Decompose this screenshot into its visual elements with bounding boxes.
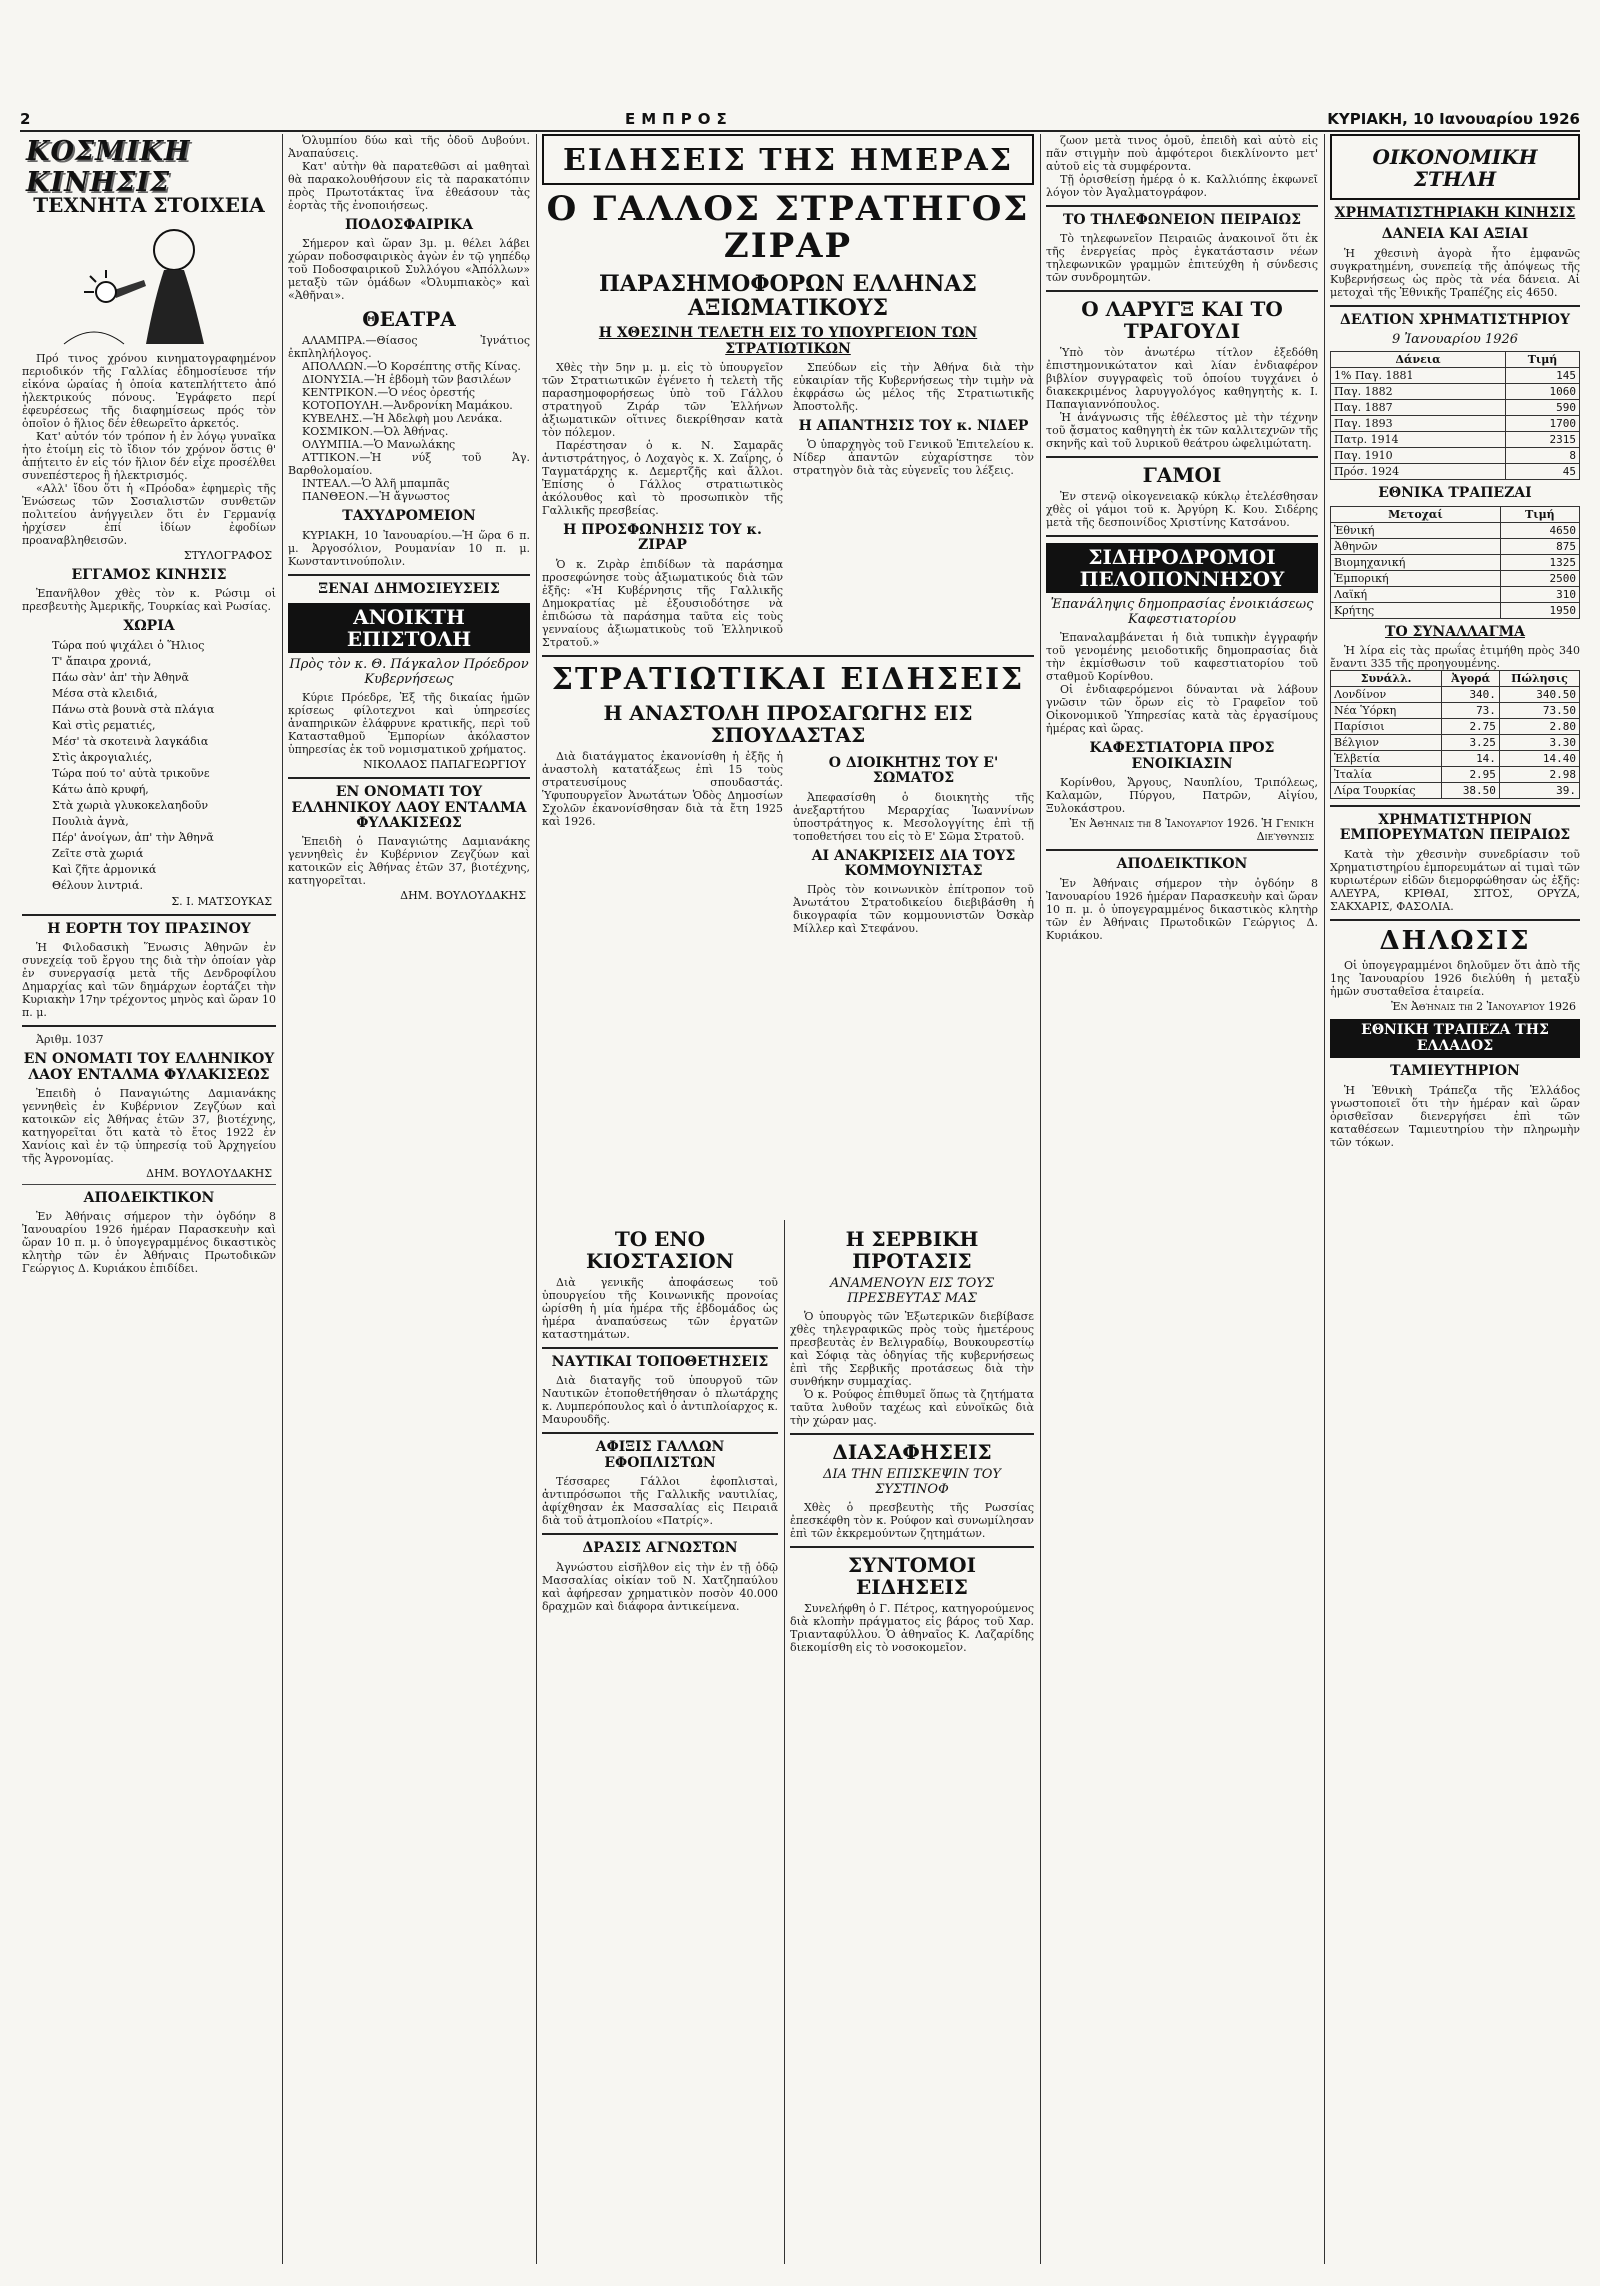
paragraph: Οἱ ἐνδιαφερόμενοι δύνανται νὰ λάβουν γνῶσιν τῶν ὅρων εἰς τὸ Γραφεῖον τοῦ Οἰκονομικοῦ Ὑπηρεσίας κατὰ τὰς ἐργασίμους ἡμέρας καὶ ὥρας.	[1046, 683, 1318, 736]
cell: 2315	[1506, 432, 1580, 448]
table-header: Πώλησις	[1499, 670, 1579, 686]
column-3-lower	[542, 1222, 778, 2262]
table-row	[1331, 368, 1580, 384]
poem	[22, 639, 276, 893]
paragraph: Κύριε Πρόεδρε, Ἐξ τῆς δικαίας ἡμῶν κρίσεως φίλοτεχνοι καὶ ὑπηρεσίες ἀναπηρικῶν ἐλάφρυνε κρατικῆς, περὶ τοῦ Κατασταθμοῦ Ἐμπορίων ἀκόλαστον ὑπηρεσίας ἐκ τοῦ νομισματικοῦ χρήματος.	[288, 691, 530, 757]
column-rule	[282, 134, 283, 2264]
poem-line: Πάνω στὰ βουνὰ στὰ πλάγια	[52, 702, 215, 716]
signature: Ἐν Ἀθήναις τῇ 2 Ἰανουαρίου 1926	[1391, 1000, 1576, 1014]
theatre-entry: ΚΟΣΜΙΚΟΝ.—Ὀλ Ἀθήνας.	[302, 425, 449, 439]
table-row	[1331, 432, 1580, 448]
headline: ΔΗΛΩΣΙΣ	[1379, 925, 1531, 956]
theatre-entry: ΟΛΥΜΠΙΑ.—Ὁ Μανωλάκης	[302, 438, 456, 452]
paragraph: Οἱ ὑπογεγραμμένοι δηλοῦμεν ὅτι ἀπὸ τῆς 1ης Ἰανουαρίου 1926 διελύθη ἡ μεταξὺ ἡμῶν συσταθεῖσα ἑταιρεία.	[1330, 959, 1580, 999]
divider	[1046, 535, 1318, 537]
cell: 14.40	[1499, 750, 1579, 766]
headline: ΝΑΥΤΙΚΑΙ ΤΟΠΟΘΕΤΗΣΕΙΣ	[551, 1354, 769, 1370]
table-row	[1331, 554, 1580, 570]
subheadline: Πρὸς τὸν κ. Θ. Πάγκαλον Πρόεδρον Κυβερνήσεως	[289, 657, 529, 688]
headline: ΕΝ ΟΝΟΜΑΤΙ ΤΟΥ ΕΛΛΗΝΙΚΟΥ ΛΑΟΥ ΕΝΤΑΛΜΑ ΦΥΛΑΚΙΣΕΩΣ	[291, 784, 527, 831]
headline: ΚΑΦΕΣΤΙΑΤΟΡΙΑ ΠΡΟΣ ΕΝΟΙΚΙΑΣΙΝ	[1089, 740, 1275, 772]
cell: 2.80	[1499, 718, 1579, 734]
lady-with-lamp-illustration	[54, 220, 244, 348]
headline: Ο ΔΙΟΙΚΗΤΗΣ ΤΟΥ Ε' ΣΩΜΑΤΟΣ	[828, 754, 999, 787]
paragraph: Ὁ ὑπαρχηγὸς τοῦ Γενικοῦ Ἐπιτελείου κ. Νίδερ ἀπαντῶν εὐχαρίστησε τὸν στρατηγὸν διὰ τὰς εὐγενεῖς του λέξεις.	[793, 438, 1034, 478]
headline: ΤΟ ΣΥΝΑΛΛΑΓΜΑ	[1385, 623, 1525, 640]
cell: 73.50	[1499, 702, 1579, 718]
headline: ΣΥΝΤΟΜΟΙ ΕΙΔΗΣΕΙΣ	[848, 1553, 976, 1599]
table-row	[1331, 686, 1580, 702]
column-rule	[1324, 134, 1325, 2264]
theatre-list	[288, 334, 530, 503]
column-rule	[1040, 134, 1041, 2264]
paragraph: Κορίνθου, Ἄργους, Ναυπλίου, Τριπόλεως, Καλαμῶν, Πύργου, Πατρῶν, Αἰγίου, Ξυλοκάστρου.	[1046, 776, 1318, 816]
theatre-entry: ΙΝΤΕΑΛ.—Ὁ Ἀλῆ μπαμπᾶς	[302, 477, 450, 491]
news-of-the-day	[542, 134, 1034, 1214]
paragraph: Ἀγνώστου εἰσῆλθον εἰς τὴν ἐν τῇ ὁδῷ Μασσαλίας οἰκίαν τοῦ Ν. Χατζηπαύλου καὶ ἀφήρεσαν χρηματικὸν ποσὸν 40.000 δραχμῶν καὶ διάφορα ἀντικείμενα.	[542, 1560, 778, 1613]
paragraph: Ὁ κ. Ζιρὰρ ἐπιδίδων τὰ παράσημα προσεφώνησε τοὺς ἀξιωματικούς διὰ τῶν ἑξῆς: «Ἡ Κυβέρνησις τῆς Γαλλικῆς Δημοκρατίας μὲ ἐξουσιοδότησε νὰ ἐπιδώσω τὰ παράσημα ταῦτα εἰς τοὺς γενναίους ἀξιωματικοὺς τοῦ Ἑλληνικοῦ Στρατοῦ.»	[542, 557, 783, 649]
cell: 1060	[1506, 384, 1580, 400]
divider	[288, 777, 530, 779]
poem-line: Καὶ στὶς ρεματιές,	[52, 718, 156, 732]
headline: ΔΡΑΣΙΣ ΑΓΝΩΣΤΩΝ	[582, 1540, 738, 1557]
headline: ΕΓΓΑΜΟΣ ΚΙΝΗΣΙΣ	[71, 567, 227, 583]
paragraph: Πρό τινος χρόνου κινηματογραφημένον περιοδικόν τῆς Γαλλίας ἐδημοσίευσε τήν εἰκόνα ὡραίας ἡ ὁποία κατεπλήττετο ἀπό ἠλεκτρικούς πόνους. Ἐγράφετο περί ἐφευρέσεως τῆς διαφημίσεως πρός τὸν ὁποῖον ὁ ἥλιος δέν ἐθεωρεῖτο ἀρκετός.	[22, 352, 276, 430]
headline: ΑΦΙΞΙΣ ΓΑΛΛΩΝ ΕΦΟΠΛΙΣΤΩΝ	[595, 1439, 725, 1471]
table-row	[1331, 734, 1580, 750]
cell: Ἐθνική	[1331, 522, 1501, 538]
cell: 310	[1500, 586, 1579, 602]
text-column	[542, 361, 783, 649]
cell: 45	[1506, 464, 1580, 480]
section-banner	[1330, 134, 1580, 200]
section-title: ΚΟΣΜΙΚΗ ΚΙΝΗΣΙΣ	[26, 136, 191, 198]
cell: Λίρα Τουρκίας	[1331, 782, 1442, 798]
paper-name: ΕΜΠΡΟΣ	[625, 110, 733, 128]
headline: ΧΡΗΜΑΤΙΣΤΗΡΙΟΝ ΕΜΠΟΡΕΥΜΑΤΩΝ ΠΕΙΡΑΙΩΣ	[1339, 811, 1571, 844]
cell: 340.50	[1499, 686, 1579, 702]
divider	[1046, 456, 1318, 458]
table-header: Μετοχαί	[1331, 506, 1501, 522]
cell: 2500	[1500, 570, 1579, 586]
headline: ΤΟ ΕΝΟ ΚΙΟΣΤΑΣΙΟΝ	[586, 1227, 734, 1273]
cell: 3.30	[1499, 734, 1579, 750]
theatre-entry: ΑΤΤΙΚΟΝ.—Ἡ νύξ τοῦ Ἁγ. Βαρθολομαίου.	[288, 451, 530, 478]
cell: Παγ. 1887	[1331, 400, 1506, 416]
paragraph: ζωον μετὰ τινος ὁμοῦ, ἐπειδὴ καὶ αὐτὸ εἰς πᾶν στιγμὴν ποὺ ἀμφότεροι διεκλίνοντο μετ' αὐτοῦ εἰς τὰ συμφέροντα.	[1046, 134, 1318, 173]
paragraph: Διὰ διατάγματος ἐκανονίσθη ἡ ἐξῆς ἡ ἀναστολὴ κατατάξεως ἐπὶ 15 τοὺς στρατευσίμους σπουδαστάς. Ὑφυπουργεῖον Ἀνωτάτων Ὁδὸς Δημοσίων Σχολῶν ἐκανονίσθησαν διὰ τὰ ἔτη 1925 καὶ 1926.	[542, 749, 783, 828]
poem-line: Μέσ' τὰ σκοτεινὰ λαγκάδια	[52, 734, 209, 748]
poem-line: Στὰ χωριὰ γλυκοκελαηδοῦν	[52, 798, 209, 812]
masthead	[20, 108, 1580, 132]
paragraph: Ἐπειδὴ ὁ Παναγιώτης Δαμιανάκης γεννηθεὶς ἐν Κυβέρνιον Ζεγζύων καὶ κατοικῶν εἰς Ἀθήνας ἐτῶν 37, βιοτέχνης, κατηγορεῖται.	[288, 835, 530, 888]
cell: 8	[1506, 448, 1580, 464]
table-header: Τιμή	[1506, 352, 1580, 368]
table-row	[1331, 464, 1580, 480]
column-2	[288, 134, 530, 2264]
cell: 3.25	[1442, 734, 1500, 750]
table-row	[1331, 570, 1580, 586]
headline: ΤΑΧΥΔΡΟΜΕΙΟΝ	[342, 508, 476, 525]
headline: ΧΩΡΙΑ	[123, 618, 175, 635]
paragraph: Ὑπὸ τὸν ἀνωτέρω τίτλον ἐξεδόθη ἐπιστημονικώτατον καὶ λίαν ἐνδιαφέρον βιβλίον συγγραφεὶς τοῦ ὁποίου τυγχάνει ὁ διακεκριμένος λαρυγγολόγος καθηγητὴς κ. Ι. Παπαγιαννόπουλος.	[1046, 346, 1318, 412]
paragraph: Χθὲς ὁ πρεσβευτὴς τῆς Ρωσσίας ἐπεσκέφθη τὸν κ. Ρούφον καὶ συνωμίλησαν ἐπὶ τῶν ἐκκρεμούντων ζητημάτων.	[790, 1501, 1034, 1540]
paragraph: Πρὸς τὸν κοινωνικὸν ἐπίτροπον τοῦ Ἀνωτάτου Στρατοδικείου διεβιβάσθη ἡ δικογραφία τῶν κομμουνιστῶν Ὀσκὰρ Μίλλερ καὶ Στεφάνου.	[793, 883, 1034, 936]
paragraph: Κατ' αὐτὴν θὰ παρατεθῶσι αἱ μαθηταὶ θὰ παρακολουθήσουν εἰς τὰ παρακατόπιν πρὸς Πρωτοτάκτας ἵνα ἐθεάσουν τὰς ἑορτὰς τῆς ἐνοποιήσεως.	[288, 160, 530, 212]
cell: Πατρ. 1914	[1331, 432, 1506, 448]
cell: 1325	[1500, 554, 1579, 570]
table-row	[1331, 750, 1580, 766]
divider	[790, 1433, 1034, 1435]
section-logo	[22, 134, 276, 198]
two-column-text	[542, 361, 1034, 649]
subheadline: ΔΙΑ ΤΗΝ ΕΠΙΣΚΕΨΙΝ ΤΟΥ ΣΥΣΤΙΝΟΦ	[823, 1467, 1001, 1497]
table-header-row	[1331, 506, 1580, 522]
paragraph: ΚΥΡΙΑΚΗ, 10 Ἰανουαρίου.—Ἡ ὥρα 6 π. μ. Ἀργοσόλιον, Ρουμανίαν 10 π. μ. Κωνσταντινούπολιν.	[288, 528, 530, 568]
headline: ΣΤΡΑΤΙΩΤΙΚΑΙ ΕΙΔΗΣΕΙΣ	[551, 661, 1025, 697]
paragraph: Διὰ διαταγῆς τοῦ ὑπουργοῦ τῶν Ναυτικῶν ἐτοποθετήθησαν ὁ πλωτάρχης κ. Λυμπερόπουλος καὶ ὁ ἀντιπλοίαρχος κ. Μαυρουδῆς.	[542, 1374, 778, 1427]
theatre-entry: ΑΛΑΜΠΡΑ.—Θίασος Ἰγνάτιος ἐκπληλήλογος.	[288, 334, 530, 361]
column-6-economics	[1330, 134, 1580, 2264]
cell: 2.95	[1442, 766, 1500, 782]
notice-number: Ἀριθμ. 1037	[36, 1033, 104, 1047]
cell: Νέα Ὑόρκη	[1331, 702, 1442, 718]
cell: Βιομηχανική	[1331, 554, 1501, 570]
headline: Ο ΛΑΡΥΓΞ ΚΑΙ ΤΟ ΤΡΑΓΟΥΔΙ	[1081, 297, 1283, 344]
table-header: Συνάλλ.	[1331, 670, 1442, 686]
headline: ΧΡΗΜΑΤΙΣΤΗΡΙΑΚΗ ΚΙΝΗΣΙΣ	[1334, 205, 1576, 221]
page-number: 2	[20, 110, 31, 128]
poem-line: Πουλιὰ ἀγνὰ,	[52, 814, 129, 828]
headline: ΔΑΝΕΙΑ ΚΑΙ ΑΞΙΑΙ	[1381, 226, 1529, 243]
headline: ΣΙΔΗΡΟΔΡΟΜΟΙ ΠΕΛΟΠΟΝΝΗΣΟΥ	[1046, 543, 1318, 593]
paragraph: Ὁλυμπίου δύω καὶ τῆς ὁδοῦ Δυβούνι. Ἀναπαύσεις.	[288, 134, 530, 160]
cell: Βέλγιον	[1331, 734, 1442, 750]
headline: Η ΣΕΡΒΙΚΗ ΠΡΟΤΑΣΙΣ	[845, 1227, 979, 1273]
cell: 39.	[1499, 782, 1579, 798]
subheadline: ΑΝΑΜΕΝΟΥΝ ΕΙΣ ΤΟΥΣ ΠΡΕΣΒΕΥΤΑΣ ΜΑΣ	[829, 1276, 995, 1306]
paragraph: Παρέστησαν ὁ κ. Ν. Σαμαρᾶς ἀντιστράτηγος, ὁ Λοχαγὸς κ. Χ. Ζαΐρης, ὁ Ταγματάρχης κ. Δεμερτζῆς καὶ ἄλλοι. Ἐπίσης ὁ Γάλλος στρατιωτικὸς ἀκόλουθος καὶ τὸ προσωπικὸν τῆς Γαλλικῆς πρεσβείας.	[542, 438, 783, 517]
poem-line: Τώρα πού το' αὐτὰ τρικοῦνε	[52, 766, 210, 780]
paragraph: Διὰ γενικῆς ἀποφάσεως τοῦ ὑπουργείου τῆς Κοινωνικῆς προνοίας ὡρίσθη ἡ μία ἡμέρα τῆς ἑβδομάδος ὡς ἡμέρα ἀναπαύσεως τῶν ἐργατῶν καταστημάτων.	[542, 1276, 778, 1341]
poem-line: Ζεῖτε στὰ χωριά	[52, 846, 144, 860]
cell: Πρόσ. 1924	[1331, 464, 1506, 480]
cell: 1700	[1506, 416, 1580, 432]
divider	[1330, 805, 1580, 807]
divider	[790, 1546, 1034, 1548]
theatre-entry: ΔΙΟΝΥΣΙΑ.—Ἡ ἑβδομὴ τῶν βασιλέων	[302, 373, 512, 387]
divider	[542, 1533, 778, 1535]
signature: Ἐν Ἀθήναις τῇ 8 Ἰανουαρίου 1926. Ἡ Γενικὴ Διεύθυνσις	[1069, 817, 1314, 844]
divider	[1330, 919, 1580, 921]
cell: 73.	[1442, 702, 1500, 718]
column-5	[1046, 134, 1318, 2264]
divider	[1046, 849, 1318, 851]
table-header: Τιμή	[1500, 506, 1579, 522]
section-title: ΕΙΔΗΣΕΙΣ ΤΗΣ ΗΜΕΡΑΣ	[562, 143, 1014, 178]
table-header-row	[1331, 670, 1580, 686]
headline: ΠΑΡΑΣΗΜΟΦΟΡΩΝ ΕΛΛΗΝΑΣ ΑΞΙΩΜΑΤΙΚΟΥΣ	[599, 270, 977, 321]
issue-date: ΚΥΡΙΑΚΗ, 10 Ιανουαρίου 1926	[1327, 110, 1580, 128]
table-row	[1331, 538, 1580, 554]
paragraph: Ἡ Ἐθνικὴ Τράπεζα τῆς Ἑλλάδος γνωστοποιεῖ ὅτι τὴν ἡμέραν καὶ ὥραν ὁρισθεῖσαν διενεργήσει ἐπὶ τῶν καταθέσεων Ταμιευτηρίου τὴν πληρωμὴν τῶν τόκων.	[1330, 1083, 1580, 1149]
paragraph: Ἐν Ἀθήναις σήμερον τὴν ὀγδόην 8 Ἰανουαρίου 1926 ἡμέραν Παρασκευὴν καὶ ὥραν 10 π. μ. ὁ ὑπογεγραμμένος δικαστικὸς κλητὴρ τῶν ἐν Ἀθήναις Πρωτοδικῶν Γεώργιος Δ. Κυριάκου.	[1046, 876, 1318, 942]
paragraph: Ἐπειδὴ ὁ Παναγιώτης Δαμιανάκης γεννηθεὶς ἐν Κυβέρνιον Ζεγζύων καὶ κατοικῶν εἰς Ἀθήνας ἐτῶν 37, βιοτέχνης, κατηγορεῖται ὅτι κατὰ τὸ ἔτος 1922 ἐν Χανίοις καὶ ἐν τῷ ὑπηρεσίᾳ τοῦ Ἀρχηγείου τῆς Ἀγρονομίας.	[22, 1086, 276, 1165]
headline: ΘΕΑΤΡΑ	[362, 307, 456, 332]
column-rule	[536, 134, 537, 2264]
column-4-lower	[790, 1222, 1034, 2262]
paragraph: Συνελήφθη ὁ Γ. Πέτρος, κατηγορούμενος διὰ κλοπὴν πράγματος εἰς βάρος τοῦ Χαρ. Τριανταφύλλου. Ὁ ἀθηναῖος Κ. Λαζαρίδης διεκομίσθη εἰς τὸ νοσοκομεῖον.	[790, 1602, 1034, 1654]
paragraph: Τέσσαρες Γάλλοι ἐφοπλισταὶ, ἀντιπρόσωποι τῆς Γαλλικῆς ναυτιλίας, ἀφίχθησαν ἐκ Μασσαλίας εἰς Πειραιᾶ διὰ τοῦ ἀτμοπλοίου «Πατρίς».	[542, 1475, 778, 1528]
subheadline: Η ΧΘΕΣΙΝΗ ΤΕΛΕΤΗ ΕΙΣ ΤΟ ΥΠΟΥΡΓΕΙΟΝ ΤΩΝ ΣΤΡΑΤΙΩΤΙΚΩΝ	[598, 325, 978, 357]
divider	[542, 1347, 778, 1349]
signature: ΝΙΚΟΛΑΟΣ ΠΑΠΑΓΕΩΡΓΙΟΥ	[363, 758, 526, 772]
table-row	[1331, 718, 1580, 734]
divider	[542, 1432, 778, 1434]
two-column-text	[542, 750, 1034, 936]
paragraph: Σήμερον καὶ ὥραν 3μ. μ. θέλει λάβει χώραν ποδοσφαιρικὸς ἀγὼν ἐν τῷ γηπέδῳ τοῦ Ποδοσφαιρικοῦ Συλλόγου «Ἀπόλλων» μεταξὺ τῶν ὁμάδων «Ὀλυμπιακὸς» καὶ «Ἀθῆναι».	[288, 237, 530, 303]
signature: Σ. Ι. ΜΑΤΣΟΥΚΑΣ	[171, 894, 272, 908]
paragraph: Ἡ χθεσινὴ ἀγορὰ ἦτο ἐμφανῶς συγκρατημένη, συνεπείᾳ τῆς ἀπόψεως τῆς Κυβερνήσεως ὡς πρὸς τὰ νέα δάνεια. Αἱ μετοχαὶ τῆς Ἐθνικῆς Τραπέζης εἰς 4650.	[1330, 246, 1580, 299]
cell: Παρίσιοι	[1331, 718, 1442, 734]
bulletin-date: 9 Ἰανουαρίου 1926	[1391, 332, 1519, 348]
table-row	[1331, 416, 1580, 432]
poem-line: Καὶ ζῆτε ἀρμονικά	[52, 862, 157, 876]
poem-line: Τ' ἄπαιρα χρονιά,	[52, 654, 152, 668]
paragraph: Χθὲς τὴν 5ην μ. μ. εἰς τὸ ὑπουργεῖον τῶν Στρατιωτικῶν ἐγένετο ἡ τελετὴ τῆς παρασημοφορήσεως ὑπὸ τοῦ Γάλλου στρατηγοῦ Ζιράρ τῶν Ἑλλήνων ἀξιωματικῶν οἵτινες διεκρίθησαν κατὰ τὸν πόλεμον.	[542, 360, 783, 439]
cell: Παγ. 1910	[1331, 448, 1506, 464]
table-row	[1331, 602, 1580, 618]
table-row	[1331, 400, 1580, 416]
table-row	[1331, 522, 1580, 538]
subheadline: ΤΑΜΙΕΥΤΗΡΙΟΝ	[1390, 1063, 1520, 1080]
divider	[1330, 305, 1580, 307]
theatre-entry: ΚΕΝΤΡΙΚΟΝ.—Ὁ νέος ὀρεστής	[302, 386, 476, 400]
table-header: Δάνεια	[1331, 352, 1506, 368]
headline: ΕΝ ΟΝΟΜΑΤΙ ΤΟΥ ΕΛΛΗΝΙΚΟΥ ΛΑΟΥ ΕΝΤΑΛΜΑ ΦΥΛΑΚΙΣΕΩΣ	[23, 1051, 275, 1083]
table-header: Ἀγορά	[1442, 670, 1500, 686]
table-row	[1331, 766, 1580, 782]
theatre-entry: ΑΠΟΛΛΩΝ.—Ὁ Κορσέπτης στῆς Κίνας.	[302, 360, 521, 374]
headline: Ο ΓΑΛΛΟΣ ΣΤΡΑΤΗΓΟΣ ΖΙΡΑΡ	[546, 189, 1030, 267]
divider	[1046, 205, 1318, 207]
theatre-entry: ΠΑΝΘΕΟΝ.—Ἡ ἄγνωστος	[302, 490, 450, 504]
poem-line: Στὶς ἀκρογιαλιές,	[52, 750, 153, 764]
signature: ΔΗΜ. ΒΟΥΛΟΥΔΑΚΗΣ	[146, 1166, 272, 1180]
headline: ΑΙ ΑΝΑΚΡΙΣΕΙΣ ΔΙΑ ΤΟΥΣ ΚΟΜΜΟΥΝΙΣΤΑΣ	[811, 847, 1016, 879]
column-1	[22, 134, 276, 2264]
headline: Η ΑΝΑΣΤΟΛΗ ΠΡΟΣΑΓΩΓΗΣ ΕΙΣ ΣΠΟΥΔΑΣΤΑΣ	[603, 700, 973, 747]
divider	[542, 655, 1034, 657]
cell: 4650	[1500, 522, 1579, 538]
paragraph: Κατ' αὐτόν τόν τρόπον ἡ ἐν λόγῳ γυναῖκα ἡτο ἐτοίμη εἰς τὸ ἴδιον τόν χρόνον ὅστις θ' ἀπῄτειτο ἐν εἰς τόν ἥλιον δέν εἶχε προσέλθει συνεπέστερος ἢ ἠλεκτρισμός.	[22, 430, 276, 482]
table-row	[1331, 702, 1580, 718]
divider	[22, 1184, 276, 1185]
table-row	[1331, 586, 1580, 602]
poem-line: Τώρα πού ψιχάλει ὁ Ἥλιος	[52, 638, 205, 652]
text-column	[793, 750, 1034, 936]
paragraph: Ἐν Ἀθήναις σήμερον τὴν ὀγδόην 8 Ἰανουαρίου 1926 ἡμέραν Παρασκευὴν καὶ ὥραν 10 π. μ. ὁ ὑπογεγραμμένος δικαστικὸς κλητὴρ τῶν ἐν Ἀθήναις Πρωτοδικῶν Γεώργιος Δ. Κυριάκου ἐπιδίδει.	[22, 1210, 276, 1276]
text-column	[542, 750, 783, 936]
paragraph: Κατὰ τὴν χθεσινὴν συνεδρίασιν τοῦ Χρηματιστηρίου ἐμπορευμάτων αἱ τιμαὶ τῶν κυριωτέρων εἰδῶν διεμορφώθησαν ὡς ἑξῆς: ΑΛΕΥΡΑ, ΚΡΙΘΑΙ, ΣΙΤΟΣ, ΟΡΥΖΑ, ΣΑΚΧΑΡΙΣ, ΦΑΣΟΛΙΑ.	[1330, 847, 1580, 913]
cell: 1% Παγ. 1881	[1331, 368, 1506, 384]
headline: ΔΙΑΣΑΦΗΣΕΙΣ	[832, 1440, 992, 1464]
paragraph: Ὁ ὑπουργὸς τῶν Ἐξωτερικῶν διεβίβασε χθὲς τηλεγραφικῶς πρὸς τοὺς ἡμετέρους πρεσβευτὰς ἐν Βελιγραδίῳ, Βουκουρεστίῳ καὶ Σόφιᾳ τὰς ὁδηγίας τῆς κυβερνήσεως ἐπὶ τῆς Σερβικῆς προτάσεως διὰ τὴν συνθήκην συμμαχίας.	[790, 1310, 1034, 1388]
paragraph: Ἡ Φιλοδασικὴ Ἕνωσις Ἀθηνῶν ἐν συνεχείᾳ τοῦ ἔργου της διὰ τὴν ὁποίαν γὰρ ἐν συνεργασίᾳ μετὰ τῆς Δενδροφίλου Δημαρχίας καὶ τῶν δημάρχων ἑορτάζει τὴν Κυριακὴν 17ην τρέχοντος μηνὸς καὶ ὥραν 10 π. μ.	[22, 941, 276, 1020]
paragraph: Ἐπανῆλθον χθὲς τὸν κ. Ρώσιμ οἱ πρεσβευτὴς Ἀμερικῆς, Τουρκίας καὶ Ρωσίας.	[22, 587, 276, 614]
section-banner	[542, 134, 1034, 185]
cell: Ἀθηνῶν	[1331, 538, 1501, 554]
cell: 38.50	[1442, 782, 1500, 798]
headline: ΔΕΛΤΙΟΝ ΧΡΗΜΑΤΙΣΤΗΡΙΟΥ	[1340, 311, 1570, 328]
loans-table	[1330, 351, 1580, 480]
section-title: ΟΙΚΟΝΟΜΙΚΗ ΣΤΗΛΗ	[1372, 145, 1538, 191]
theatre-entry: ΚΥΒΕΛΗΣ.—Ἡ Ἀδελφὴ μου Λενάκα.	[302, 412, 503, 426]
paragraph: «Αλλ' ἴδου ὅτι ἡ «Πρόοδα» ἐφημερὶς τῆς Ἐνώσεως τῶν Σοσιαλιστῶν συνθετῶν πολιτείου ἀνήγγειλεν ὅτι ἐν Γερμανίᾳ ἠρχίσεν ἐπί ἰδίων ἐφοδίων προαναβληθεισῶν.	[22, 482, 276, 547]
table-row	[1331, 782, 1580, 798]
headline: Η ΑΠΑΝΤΗΣΙΣ ΤΟΥ κ. ΝΙΔΕΡ	[798, 417, 1029, 434]
headline: ΑΠΟΔΕΙΚΤΙΚΟΝ	[83, 1189, 215, 1206]
divider	[288, 574, 530, 576]
cell: 145	[1506, 368, 1580, 384]
cell: Ἑλβετία	[1331, 750, 1442, 766]
headline: ΑΝΟΙΚΤΗ ΕΠΙΣΤΟΛΗ	[288, 603, 530, 653]
paragraph: Τῇ ὁρισθείσῃ ἡμέρᾳ ὁ κ. Καλλιόπης ἐκφωνεῖ λόγον τὸν Ἀγαλματογράφον.	[1046, 173, 1318, 199]
subheadline: Ἐπανάληψις δημοπρασίας ἐνοικιάσεως Καφεστιατορίου	[1050, 597, 1314, 628]
divider	[22, 914, 276, 916]
cell: Παγ. 1893	[1331, 416, 1506, 432]
headline: ΑΠΟΔΕΙΚΤΙΚΟΝ	[1116, 856, 1248, 873]
poem-line: Θέλουν λιντριά.	[52, 878, 143, 892]
cell: 2.98	[1499, 766, 1579, 782]
cell: Λονδίνον	[1331, 686, 1442, 702]
paragraph: Ὁ κ. Ρούφος ἐπιθυμεῖ ὅπως τὰ ζητήματα ταῦτα λυθοῦν ταχέως καὶ εὐνοϊκῶς διὰ τὴν χώραν μας.	[790, 1388, 1034, 1427]
table-row	[1331, 448, 1580, 464]
headline: ΞΕΝΑΙ ΔΗΜΟΣΙΕΥΣΕΙΣ	[318, 580, 500, 597]
paragraph: Ἡ ἀνάγνωσις τῆς ἐθέλεστος μὲ τὴν τέχνην τοῦ ᾄσματος καθηγητὴ ἐκ τῶν καλλιτεχνῶν τῆς σκηνῆς καὶ τοῦ λυρικοῦ θεάτρου ὠφελιμώτατη.	[1046, 411, 1318, 451]
exchange-table	[1330, 670, 1580, 799]
table-header-row	[1331, 352, 1580, 368]
column-rule	[784, 1220, 785, 2264]
cell: 590	[1506, 400, 1580, 416]
paragraph: Ἐν στενῷ οἰκογενειακῷ κύκλῳ ἐτελέσθησαν χθὲς οἱ γάμοι τοῦ κ. Ἀργύρη Κ. Κου. Σιδέρης μετὰ τῆς δεσποινίδος Χριστίνης Κατσάνου.	[1046, 490, 1318, 530]
poem-line: Πέρ' ἀνοίγων, ἀπ' τὴν Ἀθηνᾶ	[52, 830, 214, 844]
cell: Λαϊκή	[1331, 586, 1501, 602]
cell: 340.	[1442, 686, 1500, 702]
poem-line: Μέσα στὰ κλειδιά,	[52, 686, 158, 700]
cell: Παγ. 1882	[1331, 384, 1506, 400]
shares-table	[1330, 506, 1580, 619]
poem-line: Κάτω ἀπὸ κρυφή,	[52, 782, 149, 796]
text-column	[793, 361, 1034, 649]
headline: ΕΘΝΙΚΗ ΤΡΑΠΕΖΑ ΤΗΣ ΕΛΛΑΔΟΣ	[1330, 1019, 1580, 1058]
divider	[22, 1025, 276, 1027]
headline: ΤΟ ΤΗΛΕΦΩΝΕΙΟΝ ΠΕΙΡΑΙΩΣ	[1063, 212, 1301, 228]
cell: Ἰταλία	[1331, 766, 1442, 782]
headline: ΤΕΧΝΗΤΑ ΣΤΟΙΧΕΙΑ	[33, 193, 265, 217]
table-row	[1331, 384, 1580, 400]
cell: 2.75	[1442, 718, 1500, 734]
headline: ΓΑΜΟΙ	[1142, 463, 1222, 488]
paragraph: Ἀπεφασίσθη ὁ διοικητὴς τῆς ἀνεξαρτήτου Μεραρχίας Ἰωαννίνων ὑποστράτηγος κ. Μεσολογγίτης ἐπὶ τῇ τοποθετήσει του εἰς τὸ Ε' Σῶμα Στρατοῦ.	[793, 790, 1034, 843]
poem-line: Πάω σὰν' ἀπ' τὴν Ἀθηνᾶ	[52, 670, 189, 684]
headline: Η ΕΟΡΤΗ ΤΟΥ ΠΡΑΣΙΝΟΥ	[47, 920, 251, 937]
cell: 1950	[1500, 602, 1579, 618]
cell: 875	[1500, 538, 1579, 554]
paragraph: Τὸ τηλεφωνεῖον Πειραιῶς ἀνακοινοῖ ὅτι ἐκ τῆς ἐνεργείας πρὸς ἐγκατάστασιν νέων τηλεφωνικῶν γραμμῶν ἐπιτεύχθη ἡ σύνδεσις τῶν συνδρομητῶν.	[1046, 232, 1318, 285]
paragraph: Ἐπαναλαμβάνεται ἡ διὰ τυπικὴν ἐγγραφήν τοῦ γενομένης μειοδοτικῆς δημοπρασίας διὰ τὴν ἐκμίσθωσιν τοῦ καφεστιατορίου τοῦ σταθμοῦ Κορίνθου.	[1046, 631, 1318, 684]
theatre-entry: ΚΟΤΟΠΟΥΛΗ.—Ἀνδρονίκη Μαμάκου.	[302, 399, 513, 413]
signature: ΣΤΥΛΟΓΡΑΦΟΣ	[183, 549, 272, 562]
signature: ΔΗΜ. ΒΟΥΛΟΥΔΑΚΗΣ	[400, 889, 526, 903]
cell: Ἐμπορική	[1331, 570, 1501, 586]
paragraph: Σπεύδων εἰς τὴν Ἀθήνα διὰ τὴν εὐκαιρίαν τῆς Κυβερνήσεως τὴν τιμὴν νὰ ἐκφράσω ὡς μέλος τῆς Στρατιωτικῆς Ἀποστολῆς.	[793, 360, 1034, 413]
headline: ΠΟΔΟΣΦΑΙΡΙΚΑ	[344, 217, 474, 233]
divider	[1046, 290, 1318, 292]
paragraph: Ἡ λίρα εἰς τὰς πρωΐας ἐτιμήθη πρὸς 340 ἔναντι 335 τῆς προηγουμένης.	[1330, 643, 1580, 670]
cell: 14.	[1442, 750, 1500, 766]
headline: ΕΘΝΙΚΑ ΤΡΑΠΕΖΑΙ	[1378, 485, 1532, 502]
headline: Η ΠΡΟΣΦΩΝΗΣΙΣ ΤΟΥ κ. ΖΙΡΑΡ	[563, 521, 762, 554]
cell: Κρήτης	[1331, 602, 1501, 618]
